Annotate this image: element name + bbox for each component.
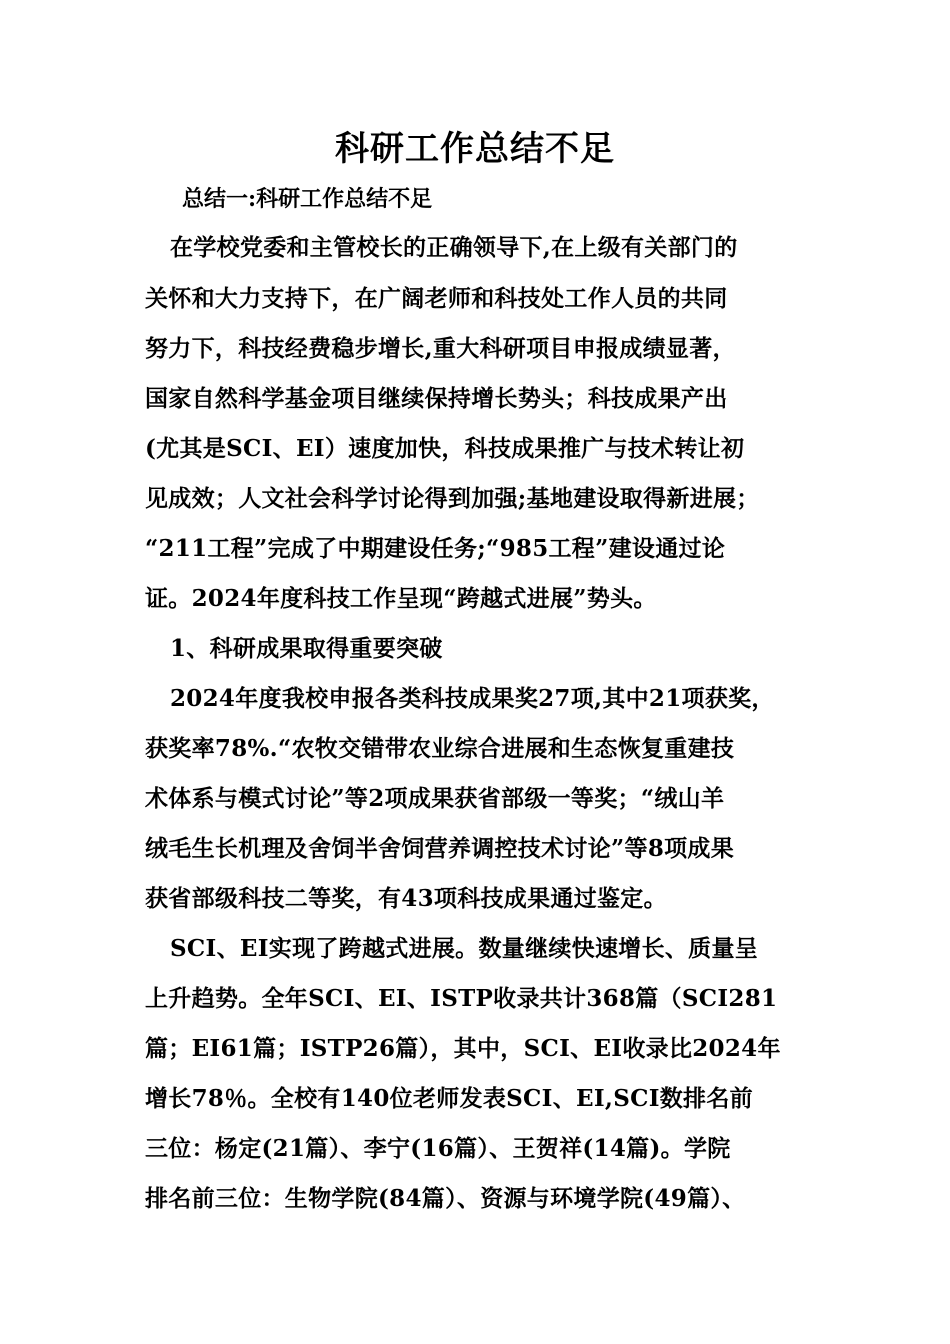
paragraph-line: 在学校党委和主管校长的正确领导下,在上级有关部门的: [170, 234, 738, 261]
paragraph-line: 获奖率78%.“农牧交错带农业综合进展和生态恢复重建技: [145, 735, 735, 762]
paragraph-line: 关怀和大力支持下，在广阔老师和科技处工作人员的共同: [145, 285, 728, 312]
paragraph-line: SCI、EI实现了跨越式进展。数量继续快速增长、质量呈: [170, 935, 759, 962]
paragraph-line: 增长78％。全校有140位老师发表SCI、EI,SCI数排名前: [145, 1085, 753, 1112]
paragraph-line: 国家自然科学基金项目继续保持增长势头；科技成果产出: [145, 385, 728, 412]
paragraph-line: 术体系与模式讨论”等2项成果获省部级一等奖；“绒山羊: [145, 785, 725, 812]
paragraph-line: 努力下，科技经费稳步增长,重大科研项目申报成绩显著，: [145, 335, 736, 362]
paragraph-line: “211工程”完成了中期建设任务;“985工程”建设通过论: [145, 535, 726, 562]
paragraph-line: (尤其是SCI、EI）速度加快，科技成果推广与技术转让初: [145, 435, 745, 462]
paragraph-line: 证。2024年度科技工作呈现“跨越式进展”势头。: [145, 585, 657, 612]
paragraph-line: 三位：杨定(21篇）、李宁(16篇）、王贺祥(14篇)。学院: [145, 1135, 731, 1162]
paragraph-line: 获省部级科技二等奖，有43项科技成果通过鉴定。: [145, 885, 667, 912]
document-title: 科研工作总结不足: [335, 129, 615, 169]
paragraph-line: 2024年度我校申报各类科技成果奖27项,其中21项获奖，: [170, 685, 775, 712]
paragraph-line: 排名前三位：生物学院(84篇）、资源与环境学院(49篇）、: [145, 1185, 746, 1212]
document-subtitle: 总结一:科研工作总结不足: [182, 186, 433, 212]
section-heading: 1、科研成果取得重要突破: [170, 635, 443, 662]
paragraph-line: 见成效；人文社会科学讨论得到加强;基地建设取得新进展；: [145, 485, 760, 512]
paragraph-line: 篇；EI61篇；ISTP26篇），其中，SCI、EI收录比2024年: [145, 1035, 781, 1062]
paragraph-line: 绒毛生长机理及舍饲半舍饲营养调控技术讨论”等8项成果: [145, 835, 735, 862]
paragraph-line: 上升趋势。全年SCI、EI、ISTP收录共计368篇（SCI281: [145, 985, 778, 1012]
